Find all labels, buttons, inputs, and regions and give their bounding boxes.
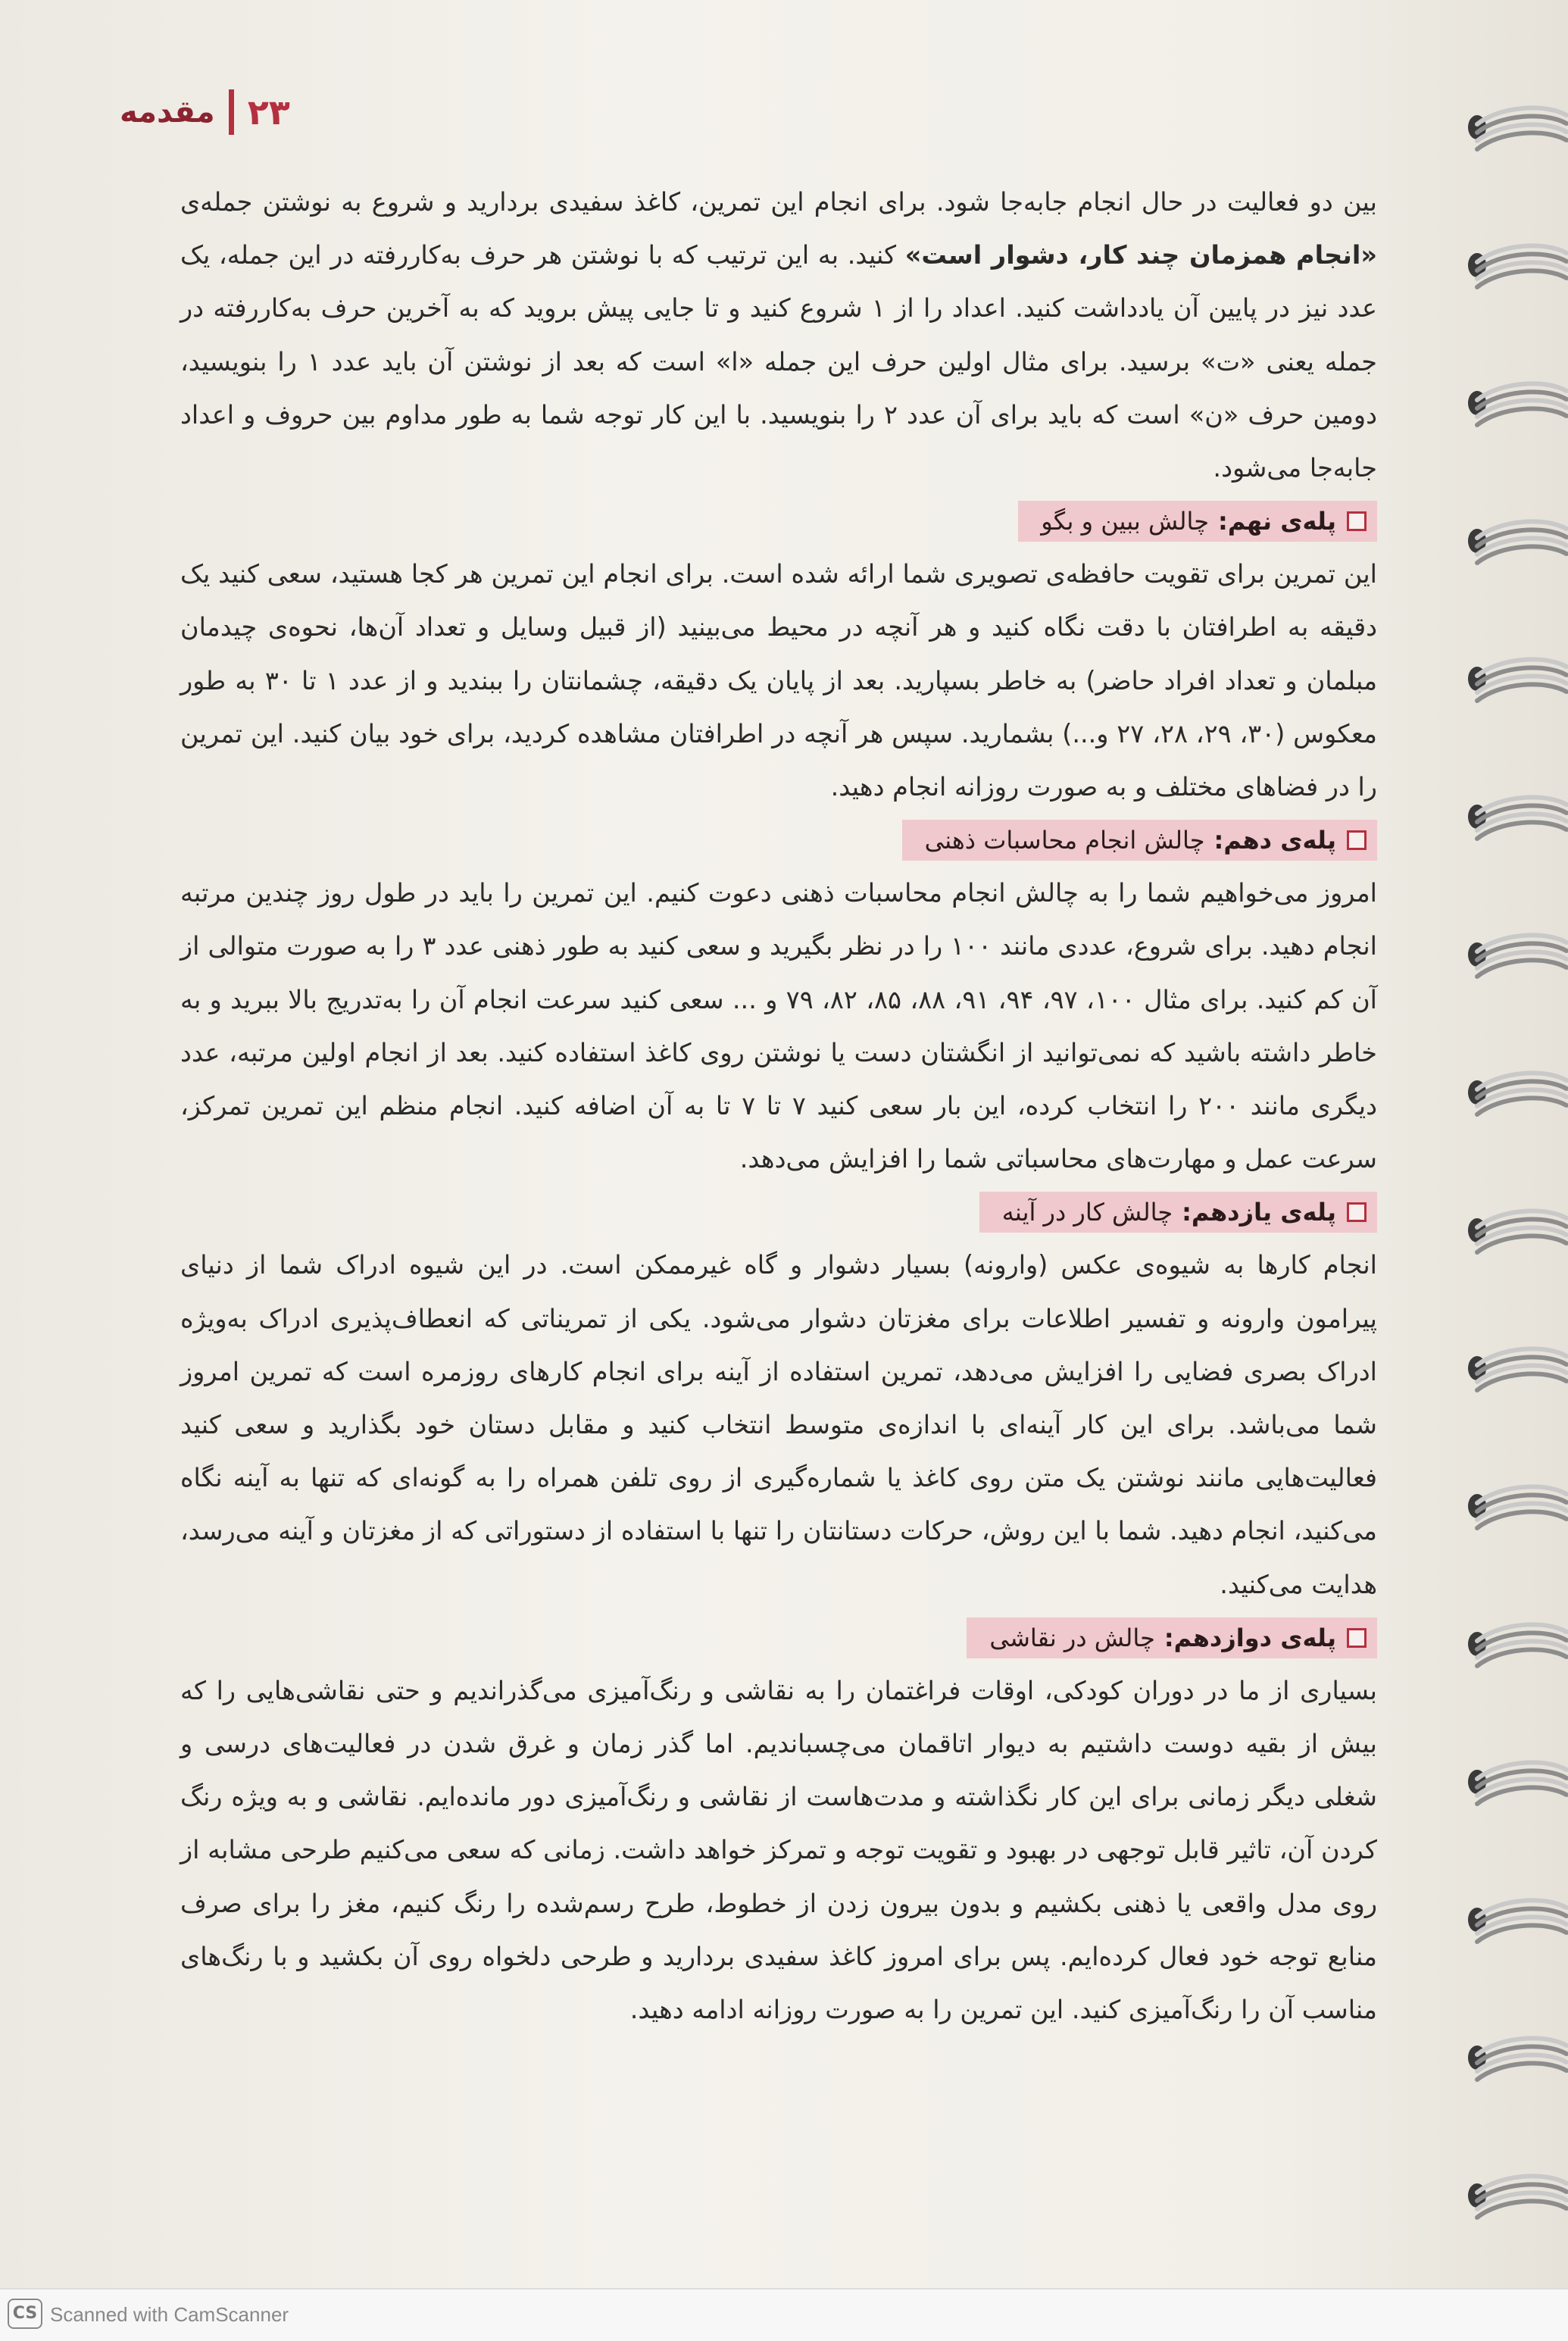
binding-ring-icon [1468, 1900, 1566, 1942]
heading-highlight [967, 1617, 1377, 1658]
intro-text-before: بین دو فعالیت در حال انجام جابه‌جا شود. برای انجام این تمرین، کاغذ سفیدی بردارید و شروع به نوشتن جمله‌ی [180, 187, 1377, 217]
binding-ring-icon [1468, 1349, 1566, 1390]
binding-ring-icon [1468, 659, 1566, 701]
section-title: چالش در نقاشی [989, 1623, 1155, 1652]
section-label: پله‌ی دوازدهم: [1164, 1623, 1336, 1652]
chapter-title: مقدمه [120, 95, 215, 130]
checkbox-icon [1347, 511, 1367, 531]
binding-ring-icon [1468, 383, 1566, 425]
binding-ring-icon [1468, 1762, 1566, 1804]
section-label: پله‌ی یازدهم: [1182, 1198, 1336, 1227]
heading-highlight [902, 820, 1377, 861]
section-body-ninth: این تمرین برای تقویت حافظه‌ی تصویری شما ارائه شده است. برای انجام این تمرین هر کجا هستید، سعی کنید یک دقیقه به اطرافتان با دقت نگاه کنید و هر آنچه در محیط می‌بینید (از قبیل وسایل و تعداد آن‌ها، نحوه‌ی چیدمان مبلمان و تعداد افراد حاضر) به خاطر بسپارید. بعد از پایان یک دقیقه، چشمانتان را ببندید و از عدد ۱ تا ۳۰ به طور معکوس (۳۰، ۲۹، ۲۸، ۲۷ و...) بشمارید. سپس هر آنچه در اطرافتان مشاهده کردید، برای خود بیان کنید. این تمرین را در فضاهای مختلف و به صورت روزانه انجام دهید. [180, 559, 1378, 802]
section-label: پله‌ی نهم: [1218, 507, 1336, 536]
binding-ring-icon [1468, 2038, 1566, 2080]
heading-highlight [1018, 501, 1377, 542]
binding-ring-icon [1468, 521, 1566, 563]
binding-ring-icon [1468, 2176, 1566, 2218]
scanner-watermark-text: Scanned with CamScanner [50, 2303, 289, 2326]
binding-ring-icon [1468, 1073, 1566, 1114]
page-header [120, 89, 290, 135]
section-heading-ninth [180, 495, 1377, 548]
section-title: چالش کار در آینه [1001, 1198, 1173, 1227]
section-heading-eleventh [180, 1186, 1377, 1239]
header-divider [229, 89, 234, 135]
intro-bold-phrase: «انجام همزمان چند کار، دشوار است» [904, 240, 1377, 270]
scanner-footer [0, 2288, 1568, 2341]
spiral-binding [1454, 0, 1568, 2288]
binding-ring-icon [1468, 1486, 1566, 1528]
checkbox-icon [1347, 1202, 1367, 1222]
section-label: پله‌ی دهم: [1213, 826, 1336, 855]
intro-text-after: کنید. به این ترتیب که با نوشتن هر حرف به‌کاررفته در این جمله، یک عدد نیز در پایین آن یادداشت کنید. اعداد را از ۱ شروع کنید و تا جایی پیش بروید که به آخرین حرف به‌کاررفته در جمله یعنی «ت» برسید. برای مثال اولین حرف این جمله «ا» است که بعد از نوشتن آن باید عدد ۱ را بنویسید، دومین حرف «ن» است که باید برای آن عدد ۲ را بنویسید. با این کار توجه شما به طور مداوم بین حروف و اعداد جابه‌جا می‌شود. [180, 240, 1378, 483]
section-body-tenth: امروز می‌خواهیم شما را به چالش انجام محاسبات ذهنی دعوت کنیم. این تمرین را باید در طول روز چندین مرتبه انجام دهید. برای شروع، عددی مانند ۱۰۰ را در نظر بگیرید و سعی کنید به طور ذهنی عدد ۳ را به صورت متوالی از آن کم کنید. برای مثال ۱۰۰، ۹۷، ۹۴، ۹۱، ۸۸، ۸۵، ۸۲، ۷۹ و ... سعی کنید سرعت انجام آن را به‌تدریج بالا ببرید و به خاطر داشته باشید که نمی‌توانید از انگشتان دست یا نوشتن روی کاغذ استفاده کنید. بعد از انجام اولین مرتبه، عدد دیگری مانند ۲۰۰ را انتخاب کرده، این بار سعی کنید ۷ تا ۷ تا به آن اضافه کنید. انجام منظم این تمرین تمرکز، سرعت عمل و مهارت‌های محاسباتی شما را افزایش می‌دهد. [180, 878, 1377, 1174]
binding-ring-icon [1468, 935, 1566, 977]
page-number: ۲۳ [247, 92, 290, 133]
section-title: چالش ببین و بگو [1041, 507, 1210, 536]
binding-ring-icon [1468, 797, 1566, 839]
section-body-twelfth: بسیاری از ما در دوران کودکی، اوقات فراغتمان را به نقاشی و رنگ‌آمیزی می‌گذراندیم و حتی نقاشی‌هایی را که بیش از بقیه دوست داشتیم به دیوار اتاقمان می‌چسباندیم. اما گذر زمان و غرق شدن در فعالیت‌های درسی و شغلی دیگر زمانی برای این کار نگذاشته و مدت‌هاست از نقاشی و رنگ‌آمیزی دور مانده‌ایم. نقاشی و به ویژه رنگ کردن آن، تاثیر قابل توجهی در بهبود و تقویت توجه و تمرکز خواهد داشت. زمانی که سعی می‌کنیم طرحی مشابه از روی مدل واقعی یا ذهنی بکشیم و بدون بیرون زدن از خطوط، طرح رسم‌شده را رنگ کنیم، مغز را برای صرف منابع توجه خود فعال کرده‌ایم. پس برای امروز کاغذ سفیدی بردارید و طرحی دلخواه روی آن بکشید و با رنگ‌های مناسب آن را رنگ‌آمیزی کنید. این تمرین را به صورت روزانه ادامه دهید. [180, 1675, 1377, 2025]
binding-ring-icon [1468, 1211, 1566, 1252]
binding-ring-icon [1468, 1624, 1566, 1666]
checkbox-icon [1347, 1628, 1367, 1648]
camscanner-logo-icon: CS [8, 2299, 42, 2329]
section-title: چالش انجام محاسبات ذهنی [924, 826, 1205, 855]
binding-ring-icon [1468, 108, 1566, 149]
heading-highlight [979, 1192, 1377, 1233]
intro-paragraph [180, 176, 1377, 495]
page-content [180, 176, 1377, 2036]
binding-ring-icon [1468, 245, 1566, 287]
section-heading-twelfth [180, 1611, 1377, 1664]
section-heading-tenth [180, 814, 1377, 867]
checkbox-icon [1347, 830, 1367, 850]
section-body-eleventh: انجام کارها به شیوه‌ی عکس (وارونه) بسیار دشوار و گاه غیرممکن است. در این شیوه ادراک شما از دنیای پیرامون وارونه و تفسیر اطلاعات برای مغزتان دشوار می‌شود. یکی از تمریناتی که انعطاف‌پذیری ادراک به‌ویژه ادراک بصری فضایی را افزایش می‌دهد، تمرین استفاده از آینه برای انجام کارهای روزمره است که تمرین امروز شما می‌باشد. برای این کار آینه‌ای با اندازه‌ی متوسط انتخاب کنید و مقابل دستان خود بگذارید و سعی کنید فعالیت‌هایی مانند نوشتن یک متن روی کاغذ یا شماره‌گیری از روی تلفن همراه را به گونه‌ای که تنها به آینه نگاه می‌کنید، انجام دهید. شما با این روش، حرکات دستانتان را تنها با استفاده از دستوراتی که از مغزتان و آینه می‌رسد، هدایت می‌کنید. [180, 1250, 1377, 1599]
